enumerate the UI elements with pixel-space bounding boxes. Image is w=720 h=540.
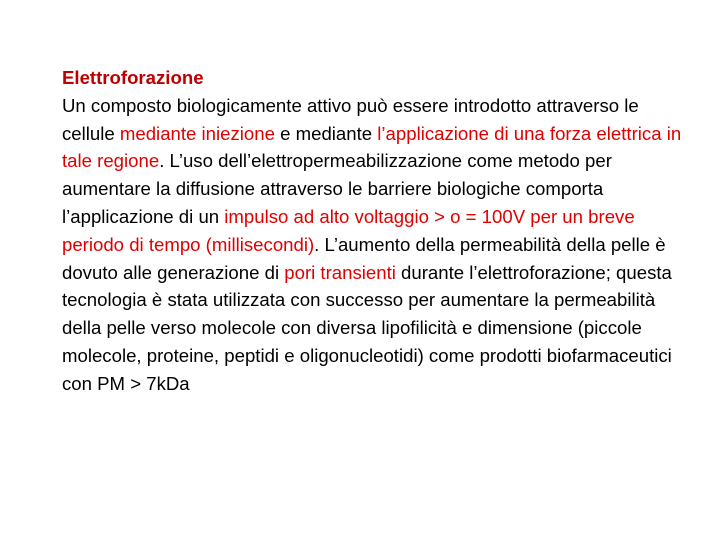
body-text-segment: durante l’elettroforazione; questa tecnologia è stata utilizzata con successo per aumentare la permeabilità della pelle verso molecole con diversa lipofilicità e dimensione (piccole molecole, proteine, peptidi e oligonucleotidi) come prodotti biofarmaceutici con PM > 7kDa <box>62 261 672 394</box>
highlight-electric-force: l’applicazione di una forza elettrica in tale regione <box>62 122 682 172</box>
body-text-segment: Un composto biologicamente attivo può essere introdotto attraverso le cellule <box>62 94 639 144</box>
highlight-high-voltage-pulse: impulso ad alto voltaggio > o = 100V per un breve periodo di tempo (millisecondi) <box>62 205 635 255</box>
highlight-transient-pores: pori transienti <box>284 261 396 283</box>
body-text-segment: . L’aumento della permeabilità della pelle è dovuto alle generazione di <box>62 233 666 283</box>
text-box <box>62 64 692 398</box>
body-text-segment: . L’uso dell’elettropermeabilizzazione come metodo per aumentare la diffusione attraverso le barriere biologiche comporta l’applicazione di un <box>62 150 612 227</box>
highlight-injection: mediante iniezione <box>119 122 275 144</box>
body-text-segment: e mediante <box>274 122 378 144</box>
body-paragraph <box>62 92 692 398</box>
slide-title: Elettroforazione <box>62 67 204 88</box>
